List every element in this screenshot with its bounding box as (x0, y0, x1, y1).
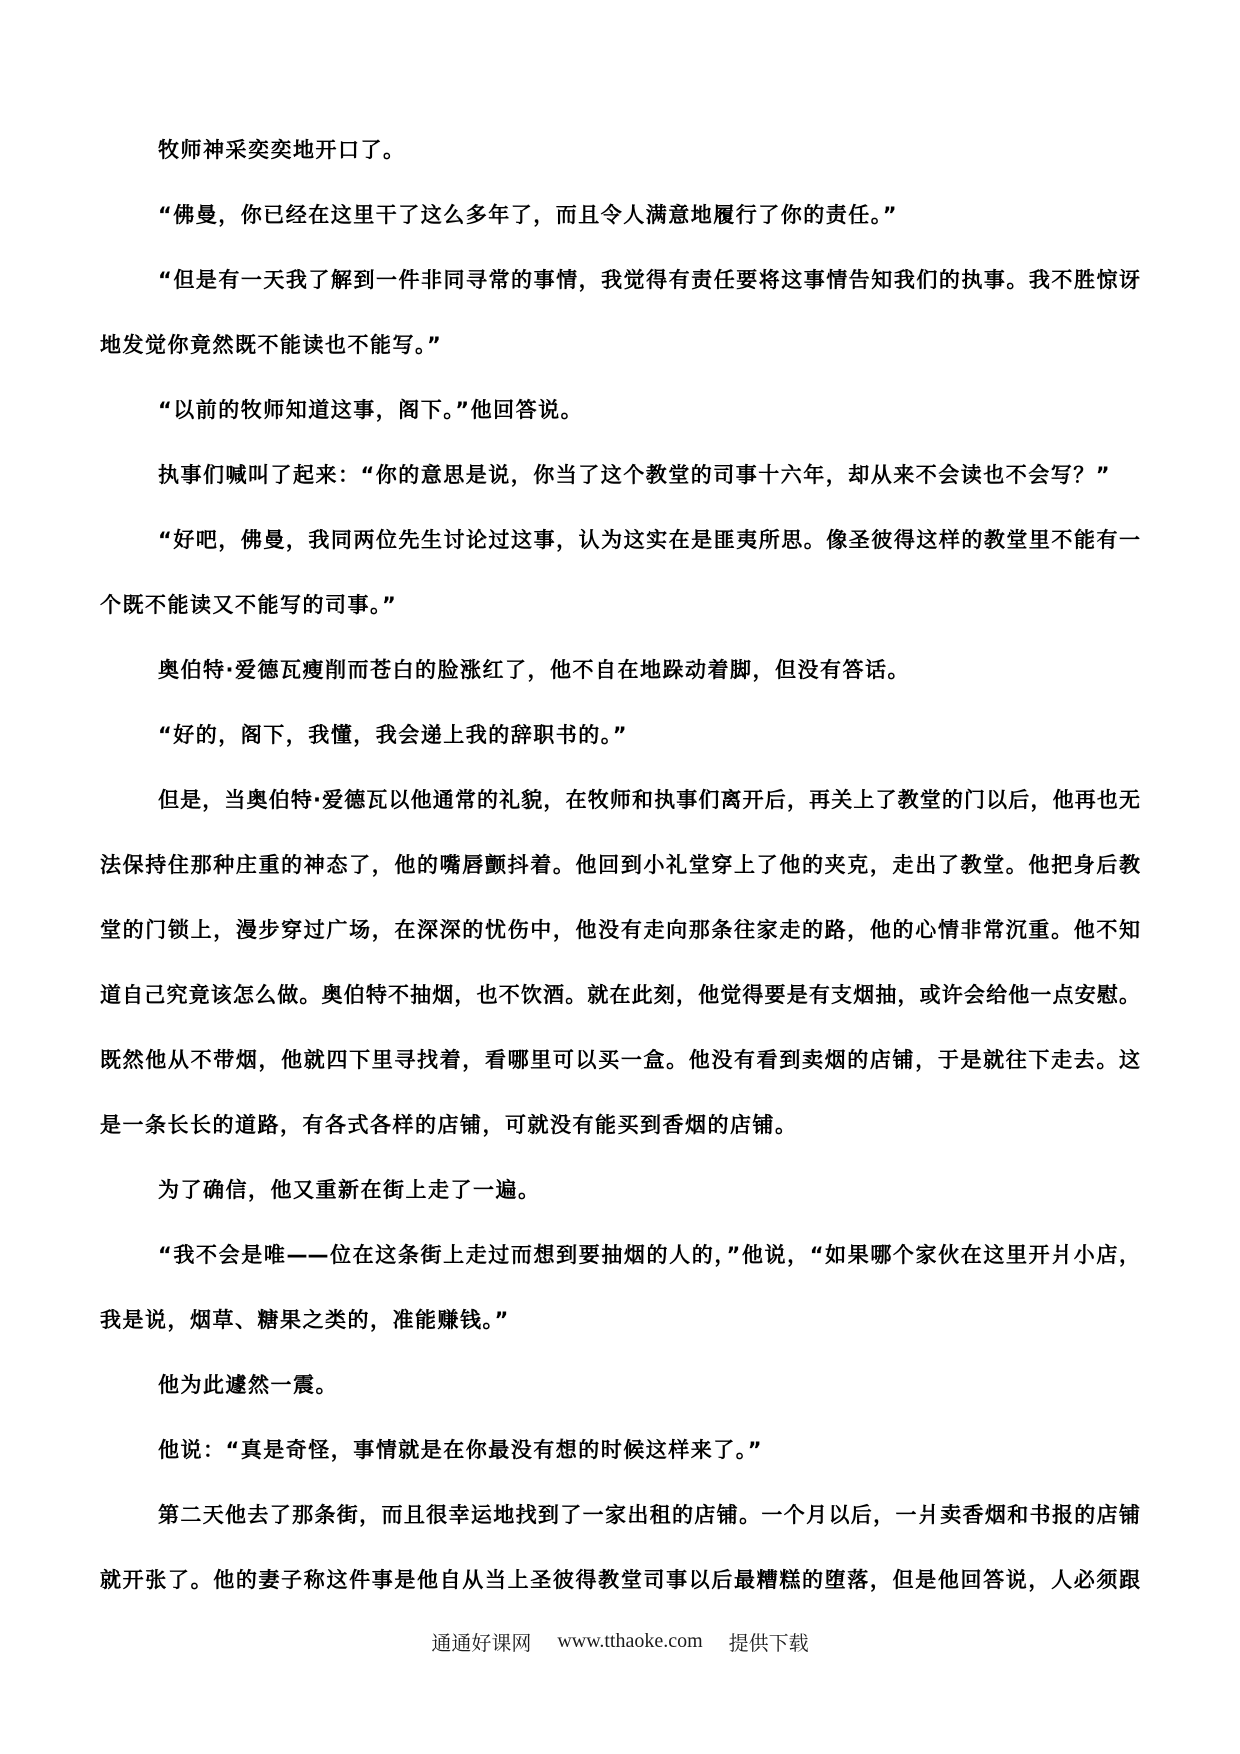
text-line: 他为此遽然一震。 (158, 1373, 338, 1397)
text-line: 既然他从不带烟，他就四下里寻找着，看哪里可以买一盒。他没有看到卖烟的店铺，于是就往下走去。这 (100, 1048, 1140, 1072)
text-line: 堂的门锁上，漫步穿过广场，在深深的忧伤中，他没有走向那条往家走的路，他的心情非常沉重。他不知 (100, 918, 1140, 942)
text-line: 道自己究竟该怎么做。奥伯特不抽烟，也不饮酒。就在此刻，他觉得要是有支烟抽，或许会给他一点安慰。 (100, 983, 1140, 1007)
text-line: 第二天他去了那条街，而且很幸运地找到了一家出租的店铺。一个月以后，一爿卖香烟和书报的店铺 (158, 1503, 1140, 1527)
text-line: “好吧，佛曼，我同两位先生讨论过这事，认为这实在是匪夷所思。像圣彼得这样的教堂里不能有一 (158, 528, 1140, 552)
text-line: “佛曼，你已经在这里干了这么多年了，而且令人满意地履行了你的责任。” (158, 203, 899, 227)
text-line: 个既不能读又不能写的司事。” (100, 593, 398, 617)
story-text (100, 118, 1140, 1613)
text-line: 地发觉你竟然既不能读也不能写。” (100, 333, 443, 357)
text-line: 是一条长长的道路，有各式各样的店铺，可就没有能买到香烟的店铺。 (100, 1113, 798, 1137)
text-line: 牧师神采奕奕地开口了。 (158, 138, 406, 162)
text-line: 执事们喊叫了起来：“你的意思是说，你当了这个教堂的司事十六年，却从来不会读也不会写？” (158, 463, 1112, 487)
text-line: 法保持住那种庄重的神态了，他的嘴唇颤抖着。他回到小礼堂穿上了他的夹克，走出了教堂。他把身后教 (100, 853, 1140, 877)
text-line: “以前的牧师知道这事，阁下。”他回答说。 (158, 398, 584, 422)
text-line: 我是说，烟草、糖果之类的，准能赚钱。” (100, 1308, 510, 1332)
text-line: “但是有一天我了解到一件非同寻常的事情，我觉得有责任要将这事情告知我们的执事。我不胜惊讶 (158, 268, 1140, 292)
footer-download-note: 提供下载 (728, 1632, 809, 1655)
text-line: 他说：“真是奇怪，事情就是在你最没有想的时候这样来了。” (158, 1438, 764, 1462)
text-line: “好的，阁下，我懂，我会递上我的辞职书的。” (158, 723, 629, 747)
page-footer (0, 1620, 1240, 1662)
text-line: 就开张了。他的妻子称这件事是他自从当上圣彼得教堂司事以后最糟糕的堕落，但是他回答说，人必须跟 (100, 1568, 1140, 1592)
footer-site-name: 通通好课网 (431, 1632, 532, 1655)
text-line: 为了确信，他又重新在街上走了一遍。 (158, 1178, 541, 1202)
text-line: “我不会是唯——位在这条街上走过而想到要抽烟的人的，”他说，“如果哪个家伙在这里开爿小店， (158, 1243, 1140, 1267)
text-line: 奥伯特·爱德瓦瘦削而苍白的脸涨红了，他不自在地跺动着脚，但没有答话。 (158, 658, 910, 682)
text-line: 但是，当奥伯特·爱德瓦以他通常的礼貌，在牧师和执事们离开后，再关上了教堂的门以后，他再也无 (158, 788, 1140, 812)
footer-url: www.tthaoke.com (557, 1629, 703, 1652)
